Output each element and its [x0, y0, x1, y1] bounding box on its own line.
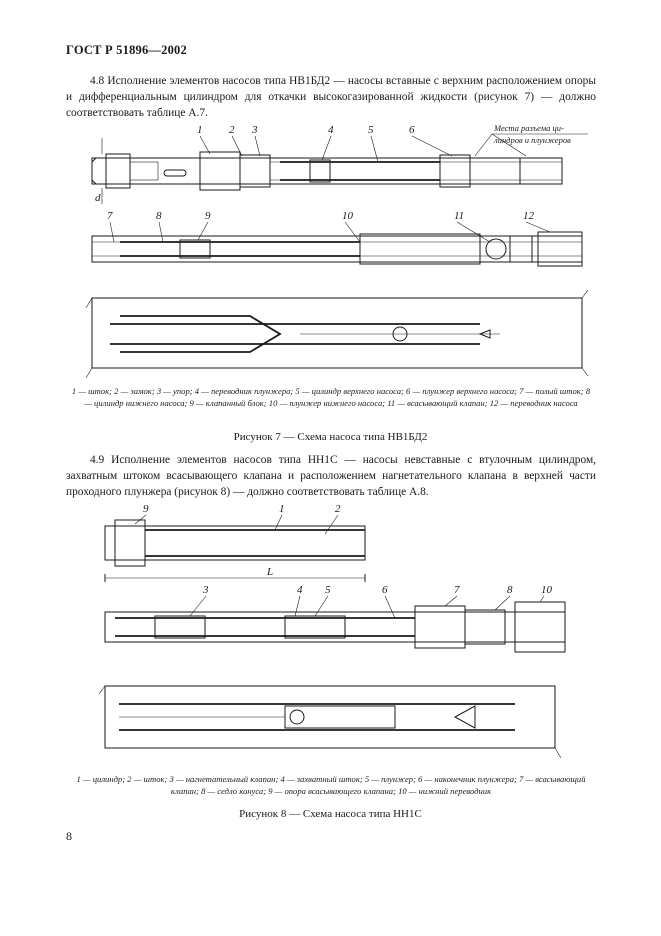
figure-8-caption: Рисунок 8 — Схема насоса типа НН1С	[239, 808, 422, 820]
figure-8-label-2: 2	[335, 503, 341, 515]
figure-7-callout-line-1: Места разъема ци-	[494, 123, 564, 133]
figure-7-lower-assembly	[92, 232, 582, 266]
document-header: ГОСТ Р 51896—2002	[66, 43, 187, 57]
figure-7-label-12: 12	[523, 210, 534, 222]
figure-7-label-7: 7	[107, 210, 113, 222]
page-number: 8	[66, 829, 72, 843]
figure-7-label-11: 11	[454, 210, 465, 222]
figure-8-label-6: 6	[382, 584, 388, 596]
figure-7-dim-d: d	[95, 192, 101, 204]
figure-8-label-8: 8	[507, 584, 513, 596]
figure-7-label-9: 9	[205, 210, 211, 222]
figure-7-label-2: 2	[229, 124, 235, 136]
figure-7-label-3: 3	[252, 124, 258, 136]
figure-7-label-1: 1	[197, 124, 203, 136]
figure-7-label-8: 8	[156, 210, 162, 222]
figure-8-cylinder-view	[105, 520, 365, 582]
figure-8-label-7: 7	[454, 584, 460, 596]
figure-7-drawing	[60, 118, 600, 396]
figure-7-label-10: 10	[342, 210, 353, 222]
figure-8-drawing	[95, 498, 575, 766]
figure-8-label-4: 4	[297, 584, 303, 596]
figure-8-pump-view	[105, 602, 565, 652]
figure-7-caption: Рисунок 7 — Схема насоса типа НВ1БД2	[233, 431, 428, 443]
section-4-9-paragraph	[66, 452, 596, 501]
figure-8-schematic	[99, 686, 561, 758]
figure-7-label-5: 5	[368, 124, 374, 136]
figure-7-callout-line-2: линдров и плунжеров	[494, 135, 571, 145]
figure-7-schematic	[86, 290, 588, 378]
section-4-8-text: 4.8 Исполнение элементов насосов типа НВ1БД2 — насосы вставные с верхним расположением опоры и дифференциальным цилиндром для откачки высокогазированной жидкости (рисунок 7) — должно соответствовать таблице А.7.	[66, 75, 596, 120]
figure-7-label-6: 6	[409, 124, 415, 136]
figure-8-label-10: 10	[541, 584, 552, 596]
figure-8-legend: 1 — цилиндр; 2 — шток; 3 — нагнетательный клапан; 4 — захватный шток; 5 — плунжер; 6 — наконечник плунжера; 7 — всасывающий клапан; 8 — седло конуса; 9 — опора всасывающего клапана; 10 — нижний переводник	[76, 774, 586, 796]
figure-8-dim-L: L	[267, 566, 274, 578]
section-4-8-paragraph	[66, 73, 596, 122]
section-4-9-text: 4.9 Исполнение элементов насосов типа НН1С — насосы невставные с втулочным цилиндром, захватным штоком всасывающего клапана и расположением нагнетательного клапана в верхней части проходного плунжера (рисунок 8) — должно соответствовать таблице А.8.	[66, 454, 596, 499]
figure-8-label-9: 9	[143, 503, 149, 515]
figure-8-label-1: 1	[279, 503, 285, 515]
figure-8-label-3: 3	[203, 584, 209, 596]
figure-8-label-5: 5	[325, 584, 331, 596]
figure-7-legend: 1 — шток; 2 — замок; 3 — упор; 4 — переводник плунжера; 5 — цилиндр верхнего насоса; 6 — плунжер верхнего насоса; 7 — полый шток; 8 — цилиндр нижнего насоса; 9 — клапанный блок; 10 — плунжер нижнего насоса; 11 — всасывающий клапан; 12 — переводник насоса	[71, 386, 591, 408]
figure-7-label-4: 4	[328, 124, 334, 136]
